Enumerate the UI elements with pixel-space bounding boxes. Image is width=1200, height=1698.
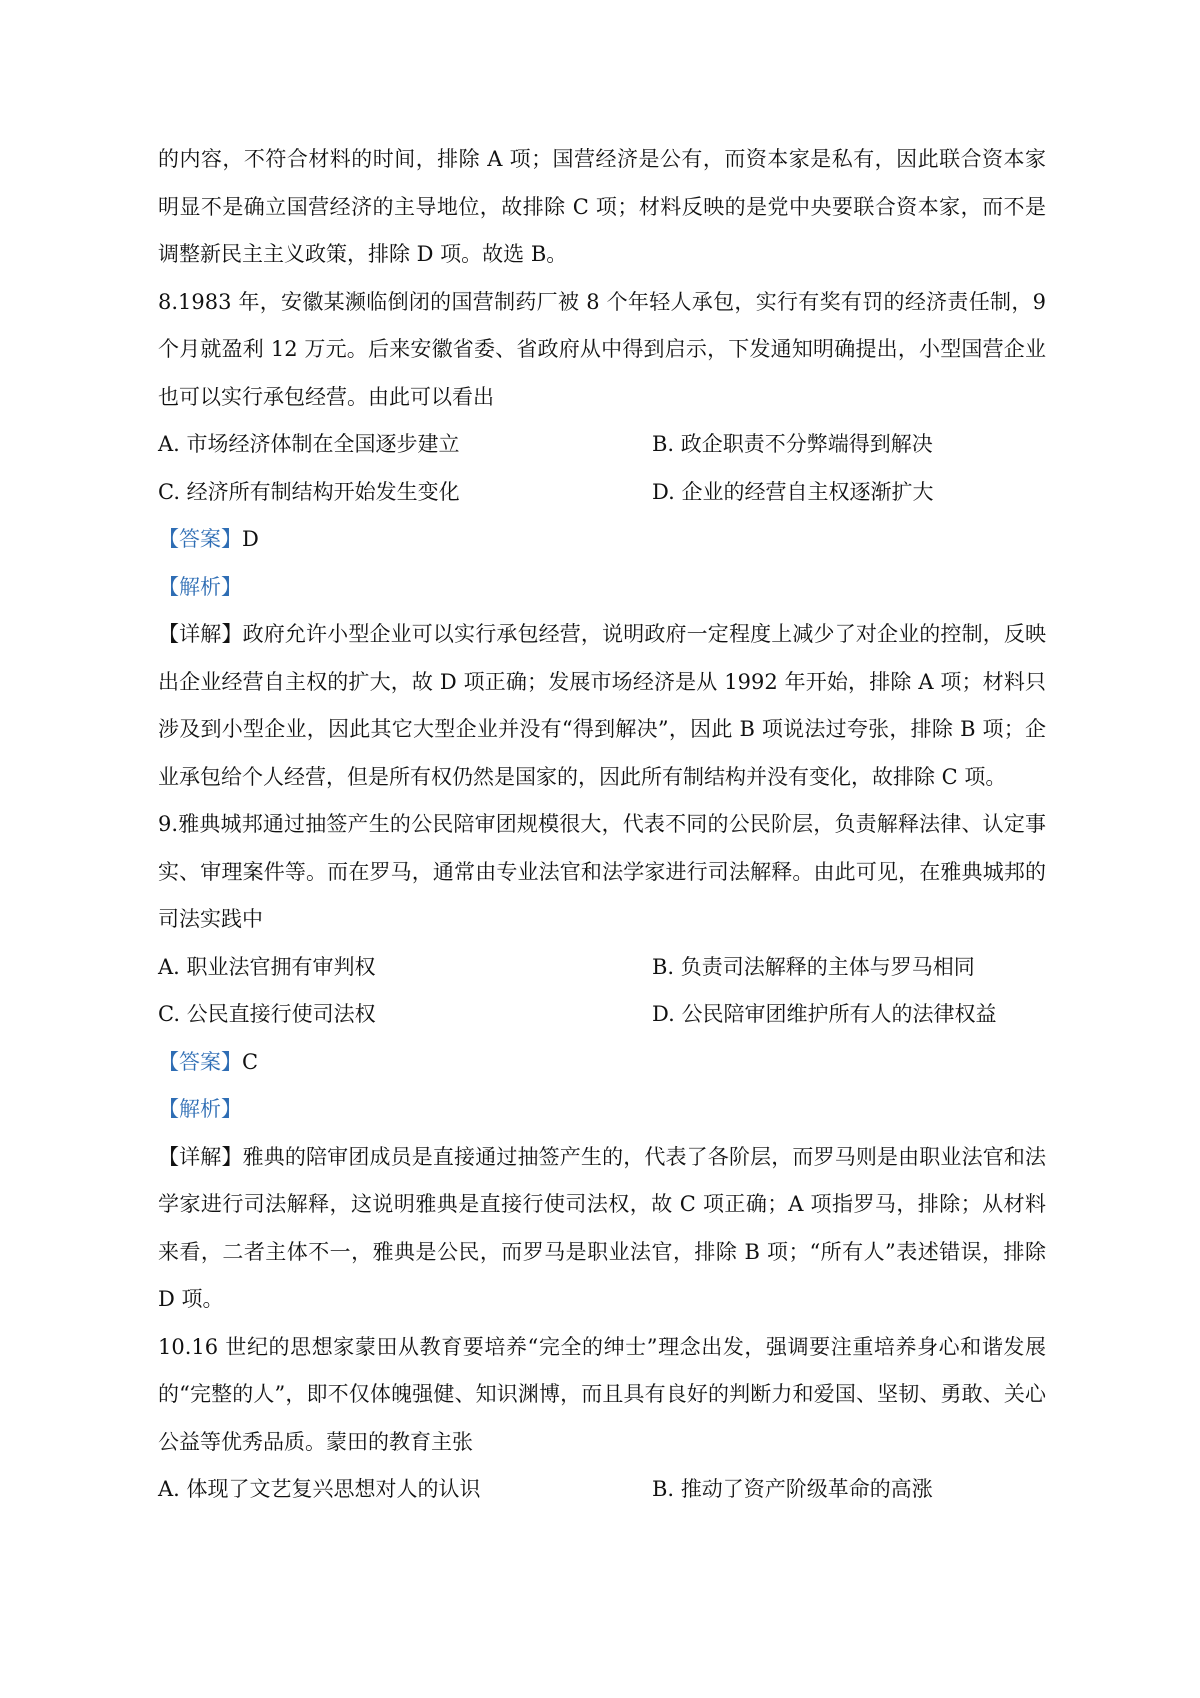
- detail-label: 【详解】: [158, 1144, 243, 1169]
- answer-label-close: 】: [221, 1049, 242, 1074]
- q9-options: [158, 944, 1046, 1039]
- q9-option-a: A. 职业法官拥有审判权: [158, 954, 376, 979]
- q8-answer: D: [242, 527, 259, 551]
- q8-detail: [158, 611, 1046, 801]
- q8-analysis-label: 【解析】: [158, 574, 242, 599]
- q9-option-c: C. 公民直接行使司法权: [158, 1002, 376, 1026]
- q9-option-b: B. 负责司法解释的主体与罗马相同: [652, 954, 975, 979]
- q8-answer-line: [158, 516, 1046, 564]
- q9-option-d: D. 公民陪审团维护所有人的法律权益: [652, 1002, 997, 1026]
- document-page: [158, 136, 1046, 1514]
- q8-option-b: B. 政企职责不分弊端得到解决: [652, 432, 933, 456]
- detail-label: 【详解】: [158, 622, 243, 646]
- q8-option-c: C. 经济所有制结构开始发生变化: [158, 479, 460, 504]
- q9-analysis-label: 【解析】: [158, 1097, 242, 1121]
- q9-detail: [158, 1134, 1046, 1324]
- q10-stem: 10.16 世纪的思想家蒙田从教育要培养“完全的绅士”理念出发，强调要注重培养身心和谐发展的“完整的人”，即不仅体魄强健、知识渊博，而且具有良好的判断力和爱国、坚韧、勇敢、关心公益等优秀品质。蒙田的教育主张: [158, 1334, 1046, 1454]
- answer-label: 答案: [179, 1049, 221, 1074]
- q10-option-a: A. 体现了文艺复兴思想对人的认识: [158, 1477, 481, 1501]
- q8-option-d: D. 企业的经营自主权逐渐扩大: [652, 479, 934, 504]
- answer-label-close: 】: [221, 527, 242, 551]
- answer-label: 答案: [179, 527, 221, 551]
- q10-option-b: B. 推动了资产阶级革命的高涨: [652, 1477, 933, 1501]
- q9-answer: C: [242, 1049, 259, 1074]
- q9-detail-text: 雅典的陪审团成员是直接通过抽签产生的，代表了各阶层，而罗马则是由职业法官和法学家进行司法解释，这说明雅典是直接行使司法权，故 C 项正确；A 项指罗马，排除；从材料来看，二者主体不一，雅典是公民，而罗马是职业法官，排除 B 项；“所有人”表述错误，排除 D 项。: [158, 1144, 1047, 1311]
- q10-options: [158, 1466, 1046, 1514]
- q8-detail-text: 政府允许小型企业可以实行承包经营，说明政府一定程度上减少了对企业的控制，反映出企业经营自主权的扩大，故 D 项正确；发展市场经济是从 1992 年开始，排除 A 项；材料只涉及到小型企业，因此其它大型企业并没有“得到解决”，因此 B 项说法过夸张，排除 B 项；企业承包给个人经营，但是所有权仍然是国家的，因此所有制结构并没有变化，故排除 C 项。: [158, 622, 1047, 789]
- q8-options: [158, 421, 1046, 516]
- answer-label-open: 【: [158, 527, 179, 551]
- q9-answer-line: [158, 1039, 1046, 1087]
- q8-stem: 8.1983 年，安徽某濒临倒闭的国营制药厂被 8 个年轻人承包，实行有奖有罚的经济责任制，9 个月就盈利 12 万元。后来安徽省委、省政府从中得到启示，下发通知明确提出，小型国营企业也可以实行承包经营。由此可以看出: [158, 289, 1046, 409]
- q8-option-a: A. 市场经济体制在全国逐步建立: [158, 432, 460, 456]
- intro-paragraph: 的内容，不符合材料的时间，排除 A 项；国营经济是公有，而资本家是私有，因此联合资本家明显不是确立国营经济的主导地位，故排除 C 项；材料反映的是党中央要联合资本家，而不是调整新民主主义政策，排除 D 项。故选 B。: [158, 147, 1046, 266]
- answer-label-open: 【: [158, 1049, 179, 1074]
- q9-stem: 9.雅典城邦通过抽签产生的公民陪审团规模很大，代表不同的公民阶层，负责解释法律、认定事实、审理案件等。而在罗马，通常由专业法官和法学家进行司法解释。由此可见，在雅典城邦的司法实践中: [158, 812, 1046, 931]
